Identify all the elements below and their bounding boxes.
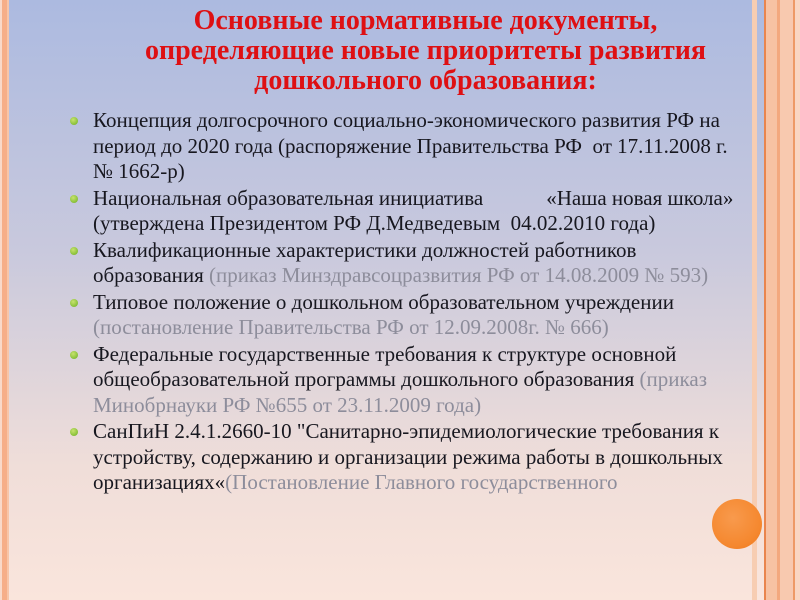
bullet-text: [93, 419, 751, 496]
bullet-dot-icon: [70, 195, 78, 203]
list-item: [0, 290, 758, 341]
bullet-text-segment: Квалификационные характеристики должностей работников образования: [93, 237, 642, 287]
list-item: [0, 419, 758, 496]
bullet-dot-icon: [70, 428, 78, 436]
bullet-text: [93, 290, 751, 341]
list-item: [0, 238, 758, 289]
bullet-dot-icon: [70, 351, 78, 359]
bullet-text: [93, 108, 751, 185]
bullet-text-segment: (Постановление Главного государственного: [225, 470, 618, 494]
bullet-text-segment: (приказ Минобрнауки РФ №655 от 23.11.2009 года): [93, 367, 713, 417]
list-item: [0, 186, 758, 237]
bullet-text-segment: Типовое положение о дошкольном образовательном учреждении: [93, 289, 680, 314]
bullet-list: [0, 108, 758, 497]
bullet-text-segment: Концепция долгосрочного социально-экономического развития РФ на период до 2020 года (распоряжение Правительства РФ от 17.11.2008 г. № 1662-р): [93, 108, 733, 183]
bullet-dot-icon: [70, 247, 78, 255]
right-border-stripe: [764, 0, 800, 600]
bullet-text: [93, 185, 755, 237]
slide-title: Основные нормативные документы, определяющие новые приоритеты развития дошкольного образования:: [144, 5, 707, 96]
bullet-text-segment: СанПиН 2.4.1.2660-10 "Санитарно-эпидемиологические требования к устройству, содержанию и организации режима работы в дошкольных организациях«: [93, 419, 729, 494]
bullet-dot-icon: [70, 299, 78, 307]
bullet-text: [93, 342, 751, 419]
list-item: [0, 108, 758, 185]
bullet-text-segment: (приказ Минздравсоцразвития РФ от 14.08.2009 № 593): [209, 263, 709, 287]
orange-circle-decoration: [712, 499, 762, 549]
bullet-text-segment: Национальная образовательная инициатива «Наша новая школа» (утверждена Президентом РФ Д.Медведевым 04.02.2010 года): [93, 185, 755, 235]
list-item: [0, 342, 758, 419]
bullet-text: [93, 238, 751, 289]
bullet-dot-icon: [70, 117, 78, 125]
bullet-text-segment: (постановление Правительства РФ от 12.09.2008г. № 666): [93, 315, 609, 339]
bullet-text-segment: Федеральные государственные требования к структуре основной общеобразовательной программы дошкольного образования: [93, 341, 682, 391]
